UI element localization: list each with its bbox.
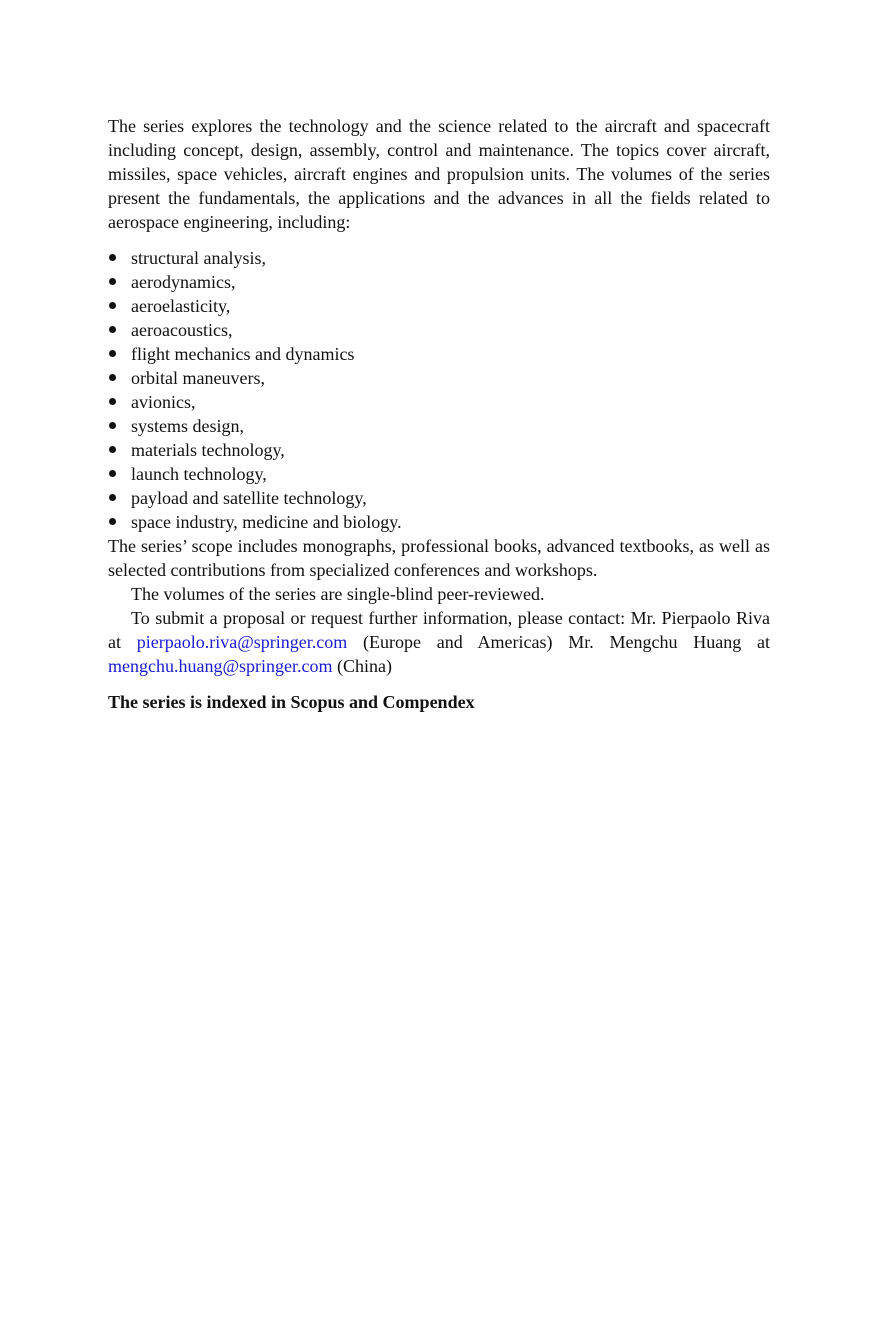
list-item bbox=[108, 438, 770, 462]
topic-label: orbital maneuvers, bbox=[131, 368, 265, 388]
contact-paragraph bbox=[108, 606, 770, 678]
contact-tail-text: (China) bbox=[332, 656, 393, 676]
peer-review-note: The volumes of the series are single-blind peer-reviewed. bbox=[131, 584, 545, 604]
list-item bbox=[108, 510, 770, 534]
list-item bbox=[108, 270, 770, 294]
email-link-mengchu[interactable]: mengchu.huang@springer.com bbox=[108, 656, 333, 676]
topic-label: aeroelasticity, bbox=[131, 296, 231, 316]
list-item bbox=[108, 246, 770, 270]
bullet-icon bbox=[109, 302, 116, 309]
bullet-icon bbox=[109, 446, 116, 453]
topic-label: avionics, bbox=[131, 392, 196, 412]
list-item bbox=[108, 342, 770, 366]
list-item bbox=[108, 366, 770, 390]
contact-lead-text: To submit a proposal or request further information, please contact: Mr. Pierpaolo Riva at bbox=[108, 608, 770, 652]
list-item bbox=[108, 462, 770, 486]
bullet-icon bbox=[109, 326, 116, 333]
bullet-icon bbox=[109, 470, 116, 477]
page-content bbox=[108, 114, 770, 714]
topic-label: launch technology, bbox=[131, 464, 267, 484]
bullet-icon bbox=[109, 374, 116, 381]
bullet-icon bbox=[109, 494, 116, 501]
bullet-icon bbox=[109, 254, 116, 261]
bullet-icon bbox=[109, 278, 116, 285]
topics-list bbox=[108, 246, 770, 534]
indexing-statement: The series is indexed in Scopus and Compendex bbox=[108, 692, 475, 712]
bullet-icon bbox=[109, 518, 116, 525]
topic-label: aerodynamics, bbox=[131, 272, 236, 292]
contact-middle-text: (Europe and Americas) Mr. Mengchu Huang at bbox=[347, 632, 770, 652]
topic-label: payload and satellite technology, bbox=[131, 488, 367, 508]
bullet-icon bbox=[109, 398, 116, 405]
topic-label: space industry, medicine and biology. bbox=[131, 512, 402, 532]
bullet-icon bbox=[109, 422, 116, 429]
bullet-icon bbox=[109, 350, 116, 357]
topic-label: aeroacoustics, bbox=[131, 320, 233, 340]
list-item bbox=[108, 486, 770, 510]
topic-label: flight mechanics and dynamics bbox=[131, 344, 355, 364]
topic-label: structural analysis, bbox=[131, 248, 266, 268]
series-description: The series explores the technology and the science related to the aircraft and spacecraft including concept, design, assembly, control and maintenance. The topics cover aircraft, missiles, space vehicles, aircraft engines and propulsion units. The volumes of the series present the fundamentals, the applications and the advances in all the fields related to aerospace engineering, including: bbox=[108, 116, 770, 232]
series-scope: The series’ scope includes monographs, professional books, advanced textbooks, as well as selected contributions from specialized conferences and workshops. bbox=[108, 536, 770, 580]
email-link-pierpaolo[interactable]: pierpaolo.riva@springer.com bbox=[136, 632, 348, 652]
list-item bbox=[108, 414, 770, 438]
topic-label: materials technology, bbox=[131, 440, 285, 460]
list-item bbox=[108, 390, 770, 414]
list-item bbox=[108, 294, 770, 318]
list-item bbox=[108, 318, 770, 342]
topic-label: systems design, bbox=[131, 416, 245, 436]
